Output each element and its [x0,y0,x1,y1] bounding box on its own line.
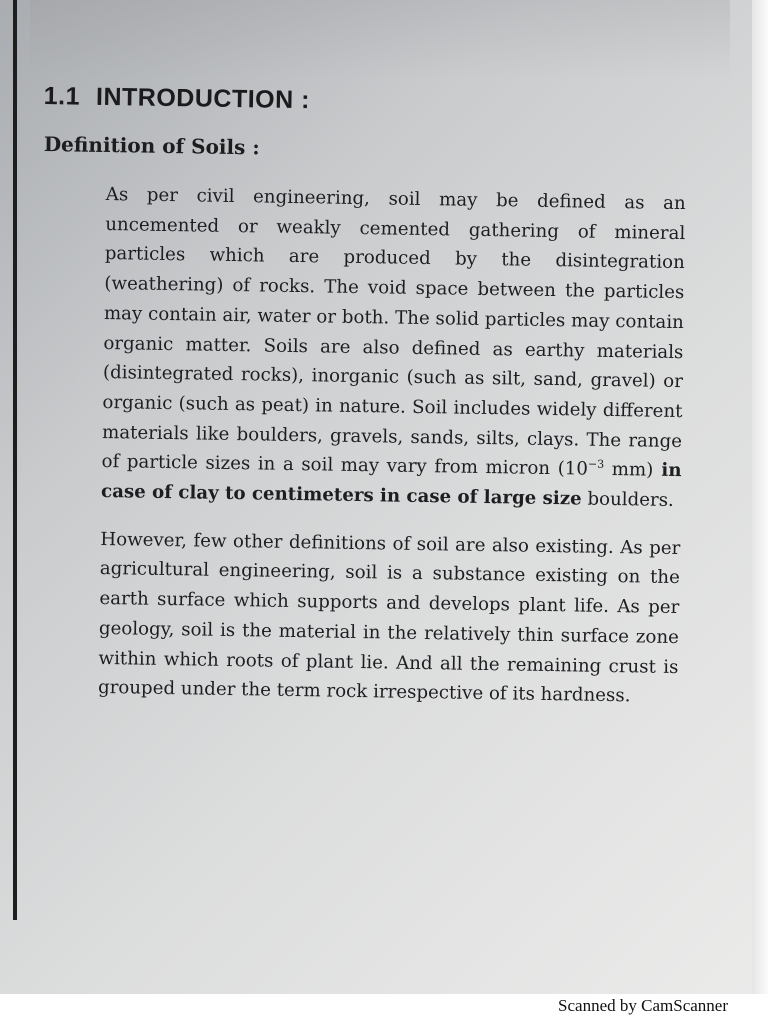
exponent: −3 [587,457,605,472]
page-binding-edge [13,0,17,920]
subsection-heading: Definition of Soils : [43,132,260,160]
body-text [98,180,686,712]
section-number: 1.1 [43,82,81,111]
section-title: INTRODUCTION : [95,82,311,115]
section-heading [44,82,311,115]
paragraph1-text: As per civil engineering, soil may be defined as an uncemented or weakly cemented gathering of mineral particles which are produced by the disintegration (weathering) of rocks. The void space between the particles may contain air, water or both. The solid particles may contain organic matter. Soils are also defined as earthy materials (disintegrated rocks), inorganic (such as silt, sand, gravel) or organic (such as peat) in nature. Soil includes widely different materials like boulders, gravels, sands, silts, clays. The range of particle sizes in a soil may vary from micron (10 [101,183,686,480]
scanner-watermark: Scanned by CamScanner [558,996,728,1015]
paragraph1-bold-text: in case of clay to centimeters in case of large size [100,459,682,510]
paragraph1-unit: mm) [603,459,654,481]
paragraph1-ending: boulders. [581,488,674,511]
show-through-shadow [30,0,730,80]
paragraph-other-definitions: However, few other definitions of soil are also existing. As per agricultural engineering, soil is a substance existing on the earth surface which supports and develops plant life. As per geology, soil is the material in the relatively thin surface zone within which roots of plant lie. And all the remaining crust is grouped under the term rock irrespective of its hardness. [97,528,681,707]
paragraph-definition [101,180,686,516]
page-right-edge [752,0,768,994]
